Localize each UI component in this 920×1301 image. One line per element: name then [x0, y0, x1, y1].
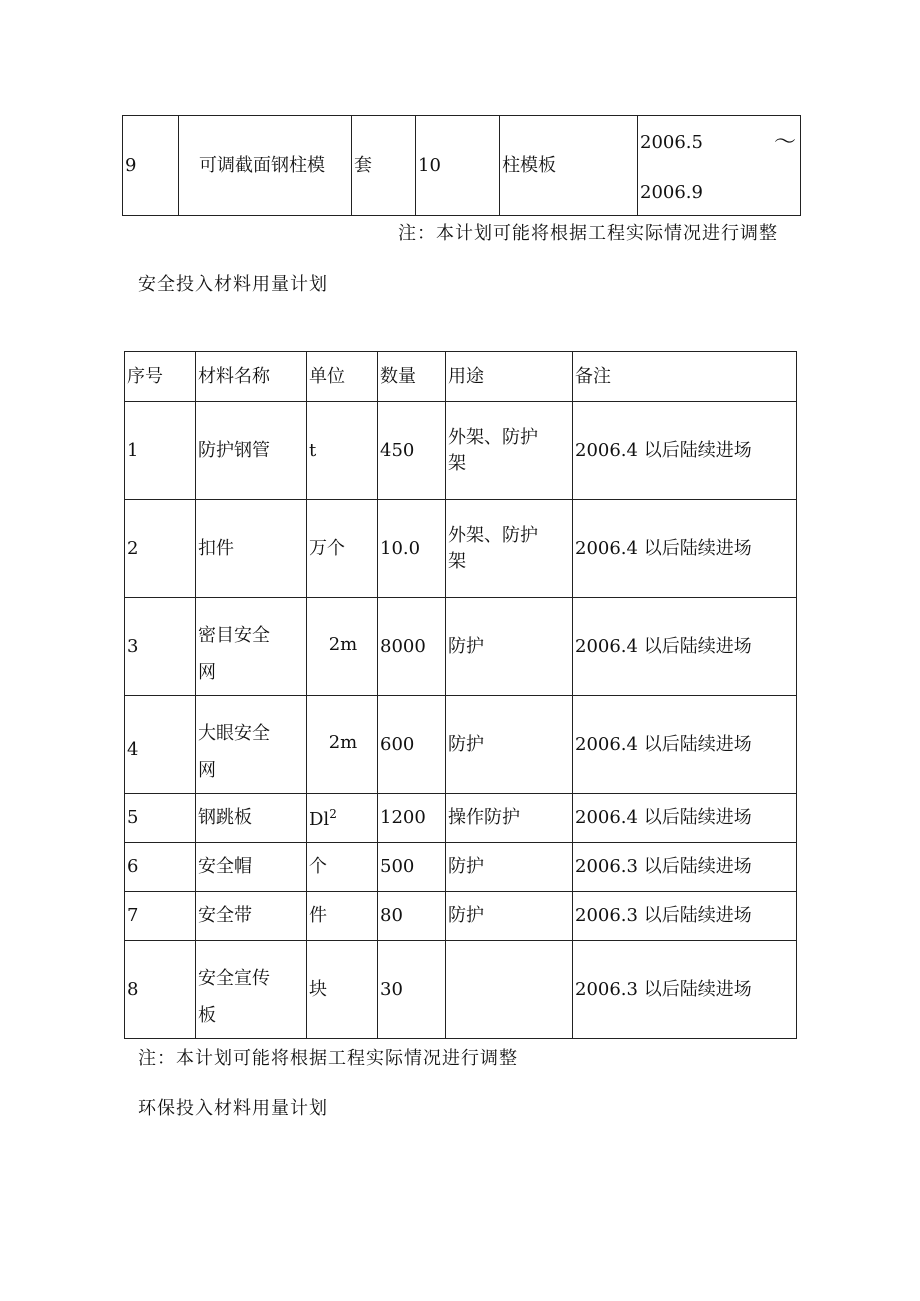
section-title-safety: 安全投入材料用量计划	[138, 274, 328, 295]
table-row	[125, 892, 797, 941]
quantity: 8000	[378, 598, 446, 696]
quantity: 600	[378, 696, 446, 794]
quantity: 1200	[378, 794, 446, 843]
remark: 2006.4 以后陆续进场	[573, 794, 797, 843]
remark: 2006.4 以后陆续进场	[573, 696, 797, 794]
quantity: 30	[378, 941, 446, 1039]
note-bottom: 注：本计划可能将根据工程实际情况进行调整	[138, 1048, 518, 1069]
quantity: 450	[378, 402, 446, 500]
safety-table	[124, 351, 797, 1039]
material-name-line-2: 网	[198, 661, 216, 683]
remark: 2006.3 以后陆续进场	[573, 941, 797, 1039]
remark: 2006.3 以后陆续进场	[573, 843, 797, 892]
note-top: 注：本计划可能将根据工程实际情况进行调整	[398, 223, 778, 244]
material-name-line-2: 板	[198, 1004, 216, 1026]
row-number: 9	[123, 116, 179, 216]
row-number: 1	[125, 402, 196, 500]
material-name	[179, 116, 352, 216]
table-row	[125, 402, 797, 500]
remark: 2006.3 以后陆续进场	[573, 892, 797, 941]
unit: t	[307, 402, 378, 500]
quantity: 10	[416, 116, 500, 216]
usage-line-2: 架	[448, 452, 466, 474]
row-number: 4	[125, 696, 196, 794]
unit-text: Dl	[309, 808, 330, 830]
row-number: 7	[125, 892, 196, 941]
row-number: 5	[125, 794, 196, 843]
unit: 2m	[307, 696, 378, 794]
table-row	[125, 941, 797, 1039]
unit: 块	[307, 941, 378, 1039]
row-number: 6	[125, 843, 196, 892]
material-name-line-2: 网	[198, 759, 216, 781]
usage: 防护	[446, 892, 573, 941]
unit: 个	[307, 843, 378, 892]
usage: 防护	[446, 598, 573, 696]
material-name-line-1: 安全宣传	[198, 967, 270, 989]
usage-line-1: 外架、防护	[448, 524, 538, 546]
material-name: 安全带	[196, 892, 307, 941]
unit: 2m	[307, 598, 378, 696]
usage-line-1: 外架、防护	[448, 426, 538, 448]
date-tilde: ～	[773, 130, 796, 155]
table-row	[125, 500, 797, 598]
usage: 防护	[446, 696, 573, 794]
quantity: 10.0	[378, 500, 446, 598]
header-no: 序号	[125, 352, 196, 402]
unit	[307, 794, 378, 843]
header-qty: 数量	[378, 352, 446, 402]
unit: 万个	[307, 500, 378, 598]
material-name	[196, 696, 307, 794]
date-start: 2006.5	[640, 132, 703, 153]
header-unit: 单位	[307, 352, 378, 402]
row-number: 8	[125, 941, 196, 1039]
row-number: 3	[125, 598, 196, 696]
header-row	[125, 352, 797, 402]
table-row	[123, 116, 801, 216]
remark: 2006.4 以后陆续进场	[573, 500, 797, 598]
material-name-line-1: 大眼安全	[198, 722, 270, 744]
section-title-environment: 环保投入材料用量计划	[138, 1098, 328, 1119]
usage: 操作防护	[446, 794, 573, 843]
remark: 2006.4 以后陆续进场	[573, 402, 797, 500]
material-name	[196, 598, 307, 696]
material-name: 扣件	[196, 500, 307, 598]
material-name	[196, 941, 307, 1039]
material-name-line-1: 密目安全	[198, 624, 270, 646]
top-table	[122, 115, 801, 216]
usage: 防护	[446, 843, 573, 892]
header-remark: 备注	[573, 352, 797, 402]
material-name: 安全帽	[196, 843, 307, 892]
usage	[446, 941, 573, 1039]
unit: 件	[307, 892, 378, 941]
usage: 柱模板	[500, 116, 638, 216]
table-row	[125, 794, 797, 843]
table-row	[125, 843, 797, 892]
material-name: 防护钢管	[196, 402, 307, 500]
unit: 套	[352, 116, 416, 216]
table-row	[125, 696, 797, 794]
row-number: 2	[125, 500, 196, 598]
date-end: 2006.9	[640, 182, 703, 203]
remark: 2006.4 以后陆续进场	[573, 598, 797, 696]
material-name: 钢跳板	[196, 794, 307, 843]
quantity: 500	[378, 843, 446, 892]
usage-line-2: 架	[448, 550, 466, 572]
table-row	[125, 598, 797, 696]
material-name-text: 可调截面钢柱模	[199, 154, 325, 176]
date-range	[638, 116, 801, 216]
header-name: 材料名称	[196, 352, 307, 402]
quantity: 80	[378, 892, 446, 941]
header-use: 用途	[446, 352, 573, 402]
usage	[446, 500, 573, 598]
unit-superscript: 2	[329, 806, 337, 821]
usage	[446, 402, 573, 500]
